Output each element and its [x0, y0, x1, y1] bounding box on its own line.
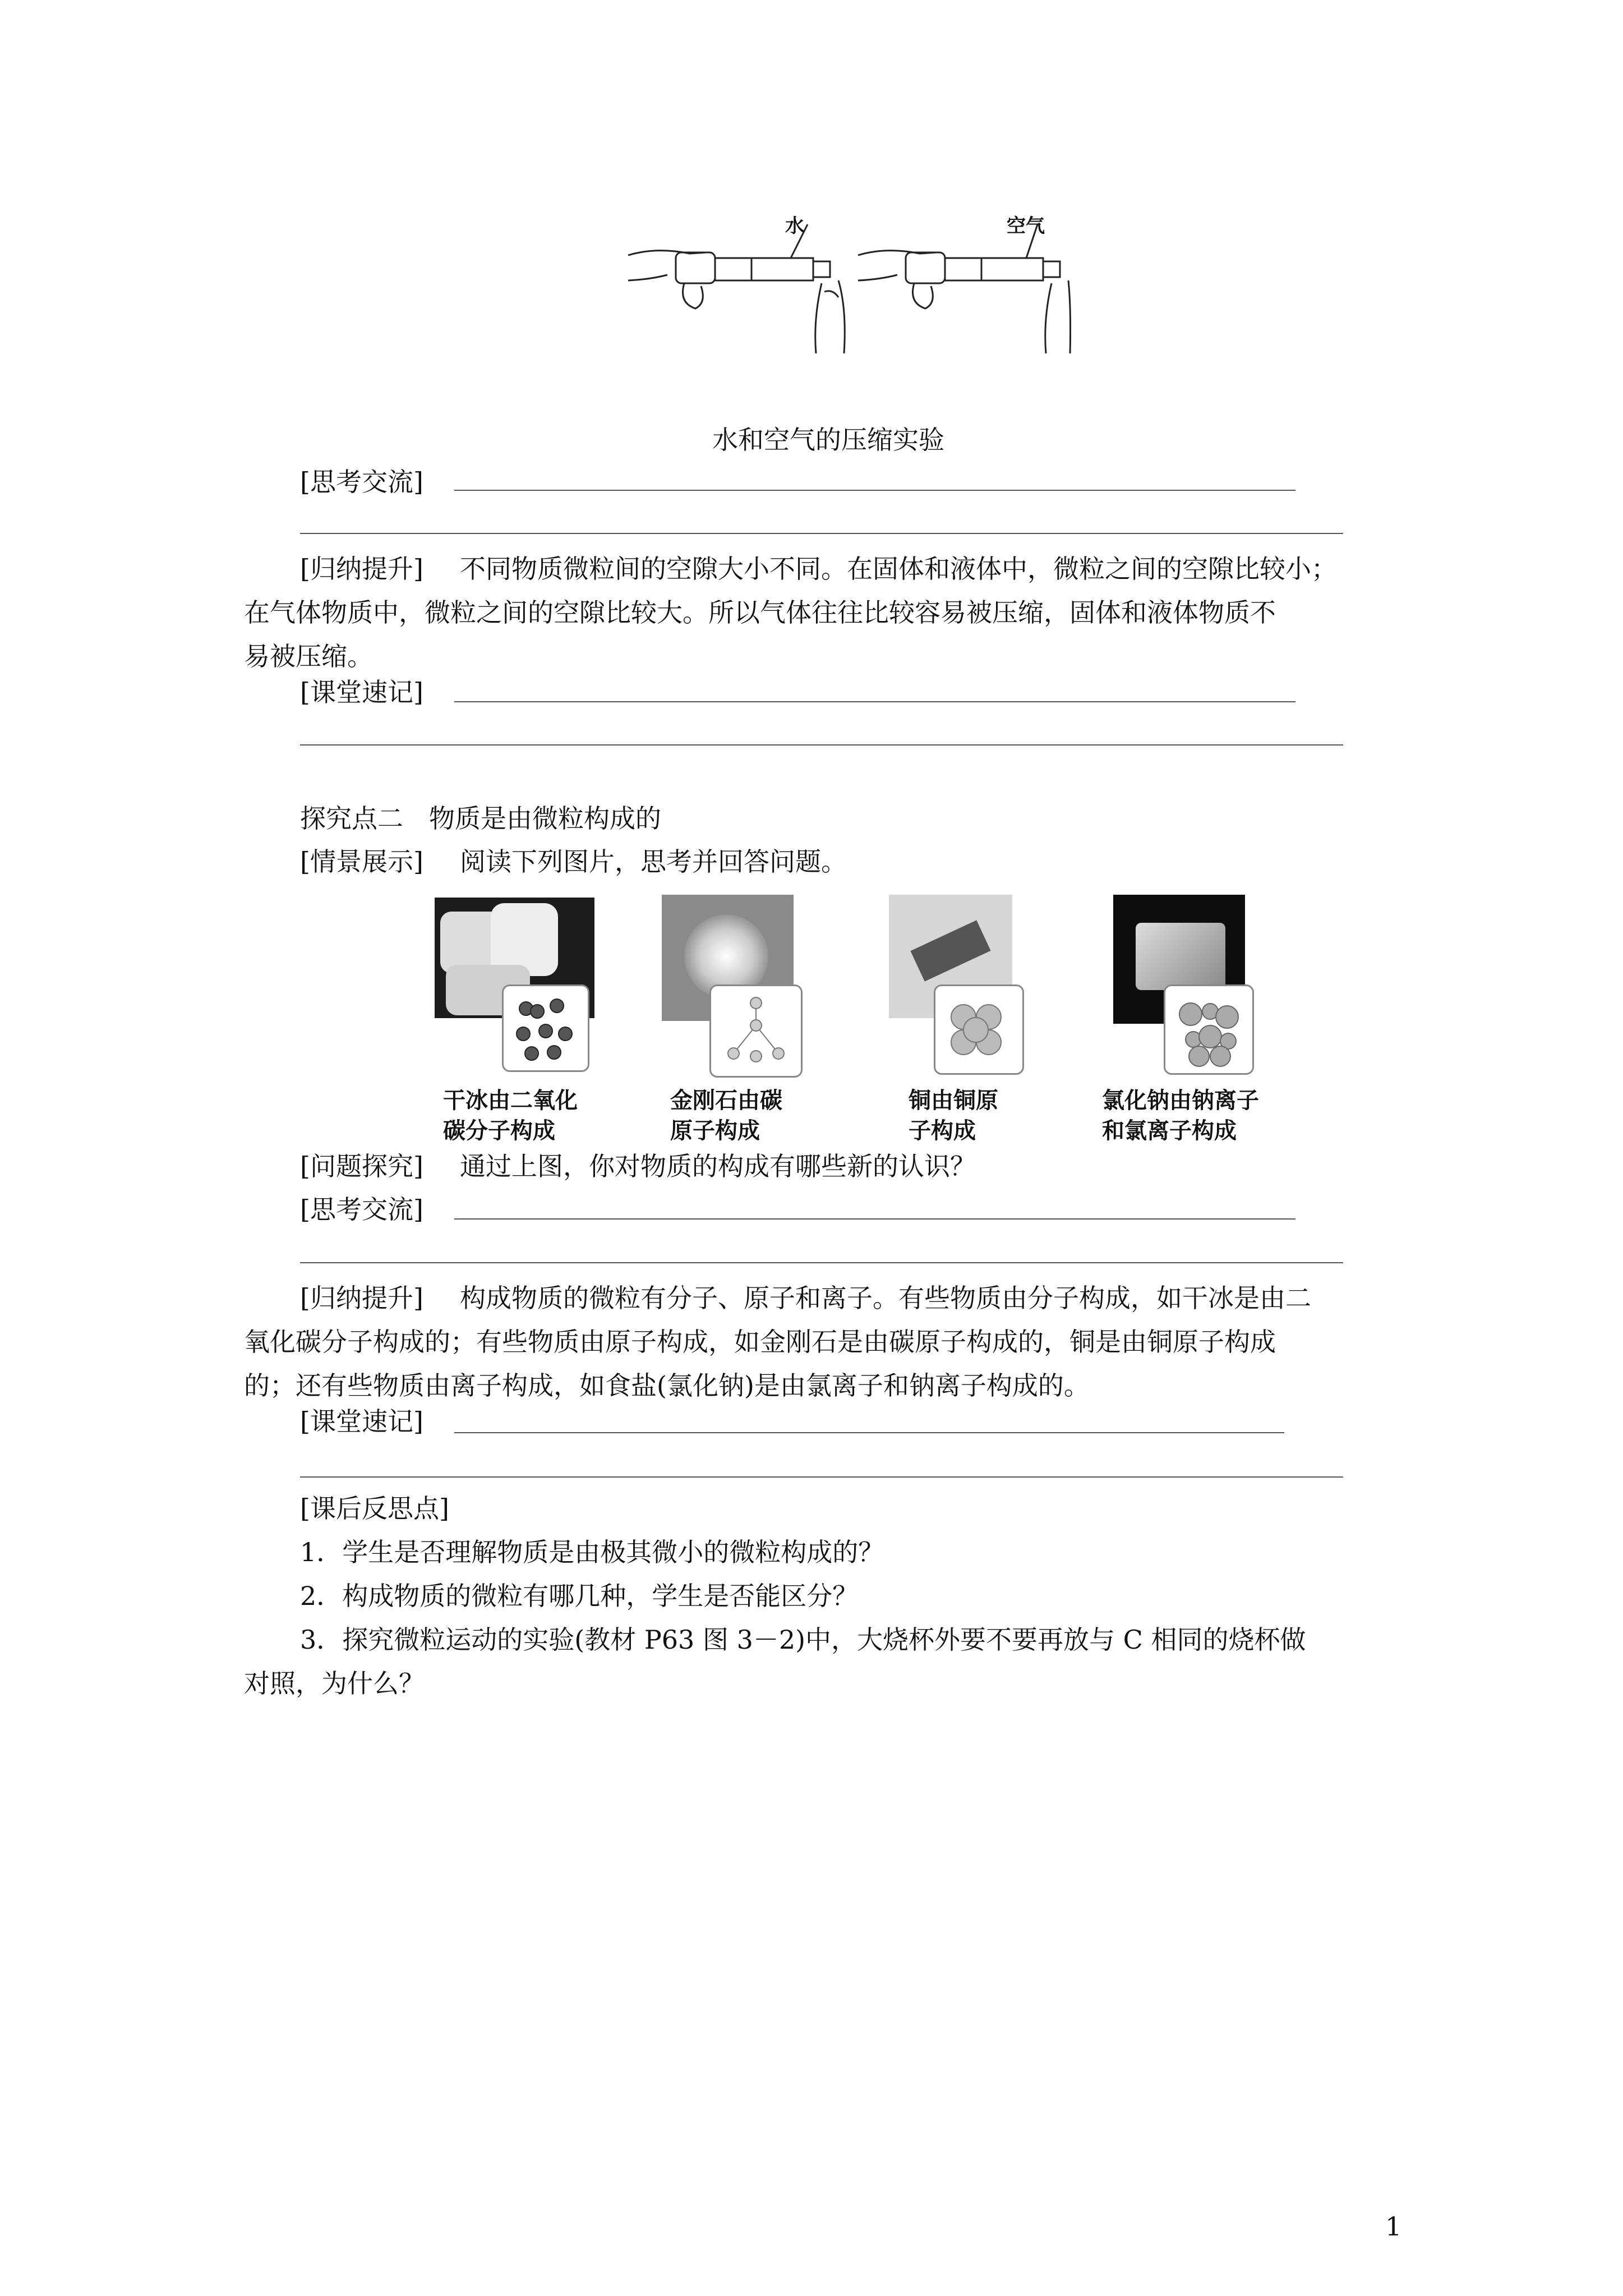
caption-line: 干冰由二氧化: [443, 1088, 578, 1114]
caption-diamond: [670, 1085, 782, 1146]
reflection-item: 1．学生是否理解物质是由极其微小的微粒构成的？: [300, 1537, 884, 1567]
caption-line: 金刚石由碳: [670, 1088, 782, 1114]
caption-line: 氯化钠由钠离子: [1102, 1088, 1259, 1114]
caption-copper: [909, 1085, 998, 1146]
caption-line: 碳分子构成: [443, 1118, 555, 1144]
class-notes-label-2: [课堂速记]: [300, 1406, 423, 1437]
caption-line: 和氯离子构成: [1102, 1118, 1237, 1144]
page-number: 1: [1385, 2211, 1402, 2242]
caption-line: 子构成: [909, 1118, 976, 1144]
answer-line: [454, 1432, 1284, 1433]
answer-line: [454, 701, 1295, 702]
summary-line: 氧化碳分子构成的；有些物质由原子构成，如金刚石是由碳原子构成的，铜是由铜原子构成: [244, 1327, 1276, 1357]
answer-line: [300, 744, 1343, 746]
caption-line: 铜由铜原: [909, 1088, 998, 1114]
caption-line: 原子构成: [670, 1118, 760, 1144]
reflection-tag: [课后反思点]: [300, 1493, 449, 1524]
summary-line: 不同物质微粒间的空隙大小不同。在固体和液体中，微粒之间的空隙比较小；: [460, 554, 1337, 584]
summary-line: 易被压缩。: [244, 641, 373, 671]
syringe-illustration: [623, 213, 1071, 381]
air-label: 空气: [1007, 215, 1045, 237]
reflection-item: 2．构成物质的微粒有哪几种，学生是否能区分？: [300, 1581, 859, 1611]
think-exchange-label-1: [思考交流]: [300, 467, 423, 497]
answer-line: [300, 1476, 1343, 1478]
think-exchange-label-2: [思考交流]: [300, 1194, 423, 1225]
scene-tag: [情景展示]: [300, 846, 423, 877]
question-tag: [问题探究]: [300, 1151, 423, 1181]
copper-atom-inset: [934, 984, 1024, 1075]
caption-salt: [1102, 1085, 1259, 1146]
carbon-atom-inset: [709, 984, 803, 1078]
co2-molecule-inset: [502, 984, 589, 1072]
summary-tag-2: [归纳提升]: [300, 1283, 423, 1313]
syringe-figure: [623, 213, 1071, 381]
summary-line: 在气体物质中，微粒之间的空隙比较大。所以气体往往比较容易被压缩，固体和液体物质不: [244, 597, 1276, 628]
answer-line: [300, 533, 1343, 534]
atom-cluster-icon: [935, 986, 1022, 1073]
scene-text: 阅读下列图片，思考并回答问题。: [460, 846, 847, 877]
class-notes-label-1: [课堂速记]: [300, 677, 423, 707]
ion-cluster-icon: [1165, 986, 1252, 1073]
answer-line: [454, 490, 1295, 491]
water-label: 水: [785, 215, 804, 237]
question-text: 通过上图，你对物质的构成有哪些新的认识？: [460, 1151, 976, 1181]
lattice-model-icon: [711, 986, 801, 1076]
ion-model-inset: [1164, 984, 1254, 1075]
answer-line: [300, 1262, 1343, 1263]
reflection-item-cont: 对照，为什么？: [244, 1668, 425, 1699]
figure-caption: 水和空气的压缩实验: [712, 425, 944, 455]
summary-line: 的；还有些物质由离子构成，如食盐(氯化钠)是由氯离子和钠离子构成的。: [244, 1370, 1090, 1401]
molecule-model-icon: [504, 986, 588, 1070]
summary-tag-1: [归纳提升]: [300, 554, 423, 584]
summary-line: 构成物质的微粒有分子、原子和离子。有些物质由分子构成，如干冰是由二: [460, 1283, 1311, 1313]
section-heading: 探究点二 物质是由微粒构成的: [300, 803, 661, 834]
answer-line: [454, 1218, 1295, 1220]
reflection-item: 3．探究微粒运动的实验(教材 P63 图 3－2)中，大烧杯外要不要再放与 C 相同的烧杯做: [300, 1625, 1306, 1655]
caption-dry-ice: [443, 1085, 578, 1146]
